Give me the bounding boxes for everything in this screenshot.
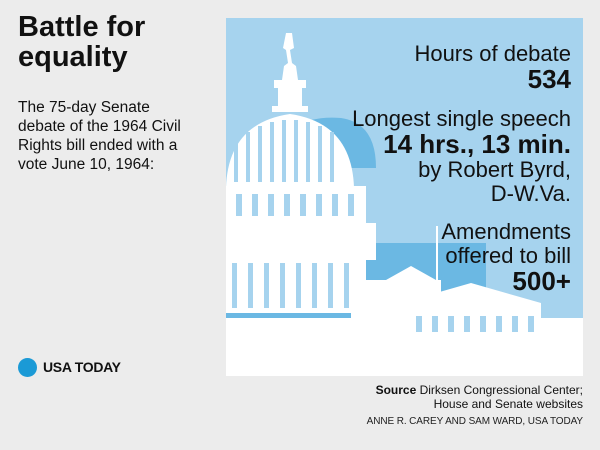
intro-line-3: Rights bill ended with a (18, 137, 178, 154)
usa-today-dot-icon (18, 358, 37, 377)
credit-line: ANNE R. CAREY AND SAM WARD, USA TODAY (366, 416, 583, 427)
capitol-illustration-panel (226, 18, 583, 376)
amendments-value: 500+ (512, 266, 571, 296)
debate-hours-label: Hours of debate (414, 41, 571, 66)
amendments-label-line-1: Amendments (441, 219, 571, 244)
source-prefix: Source (375, 383, 417, 397)
headline (18, 12, 218, 72)
intro-line-1: The 75-day Senate (18, 99, 150, 116)
amendments-label-line-2: offered to bill (445, 243, 571, 268)
longest-speech-party: D-W.Va. (490, 181, 571, 206)
intro-line-4: vote June 10, 1964: (18, 156, 155, 173)
longest-speech-speaker: by Robert Byrd, (418, 157, 571, 182)
headline-line-2: equality (18, 41, 128, 73)
debate-hours-value: 534 (527, 64, 571, 94)
longest-speech-label: Longest single speech (352, 106, 571, 131)
source-text-1: Dirksen Congressional Center; (419, 383, 583, 397)
longest-speech-value: 14 hrs., 13 min. (383, 129, 571, 159)
intro-line-2: debate of the 1964 Civil (18, 118, 181, 135)
source-line-1 (333, 383, 583, 397)
headline-line-1: Battle for (18, 11, 146, 43)
brand-name: USA TODAY (43, 359, 121, 375)
source-text-2: House and Senate websites (433, 397, 583, 411)
intro-text (18, 98, 218, 174)
usa-today-logo (18, 356, 121, 378)
stats-block (351, 42, 571, 295)
source-note (333, 383, 583, 411)
